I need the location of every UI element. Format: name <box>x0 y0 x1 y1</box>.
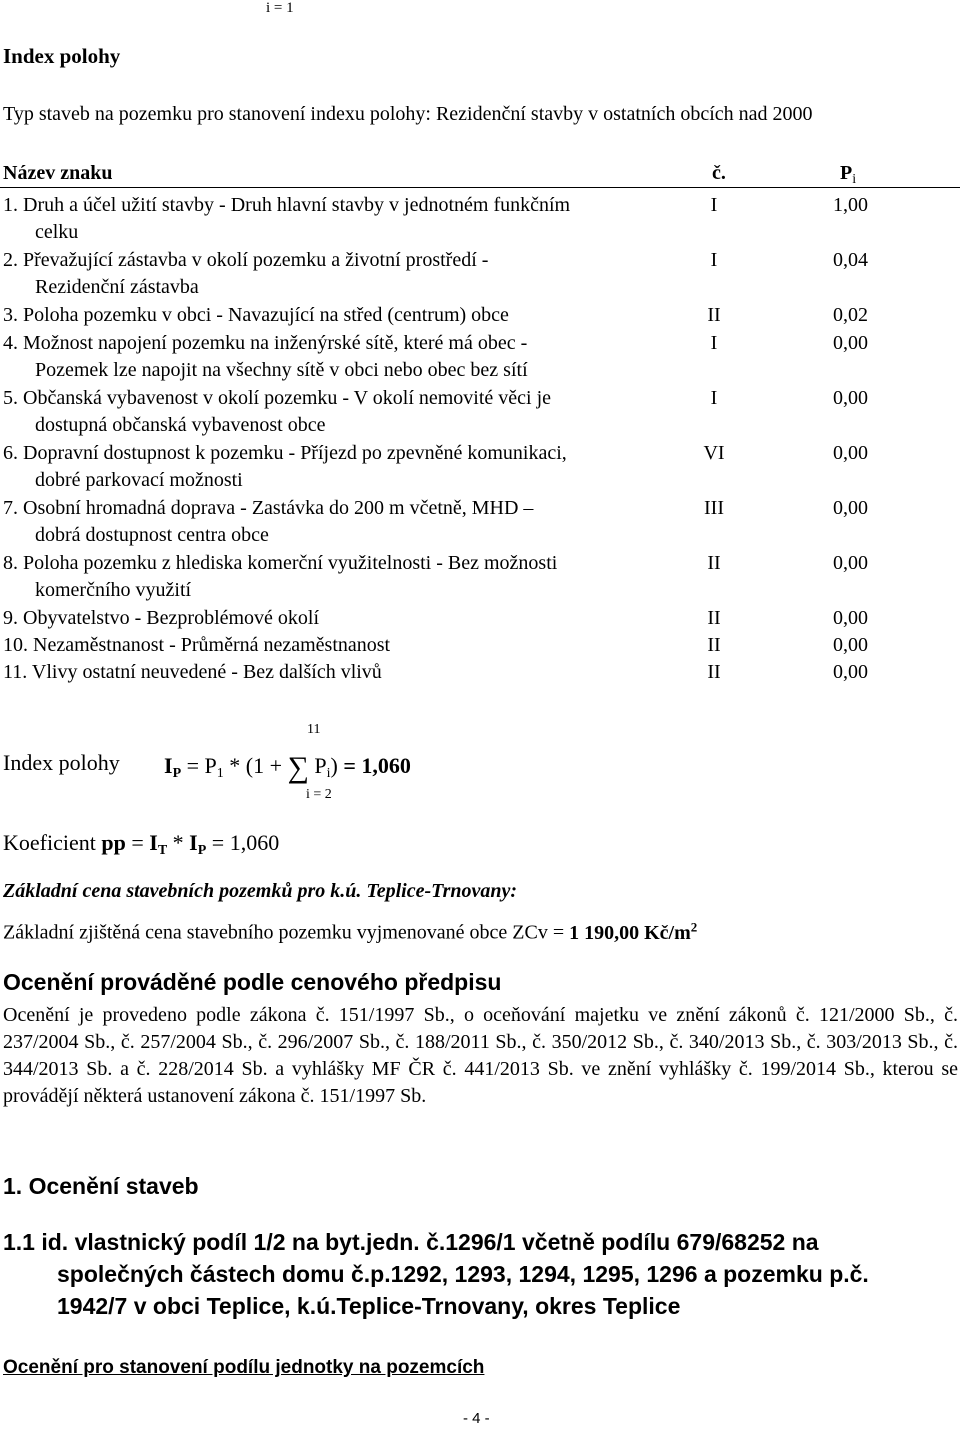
table-row-name <box>3 247 683 301</box>
table-row-value: 0,04 <box>833 249 868 271</box>
eq-p1: = P <box>186 753 217 778</box>
row-name-line1: 5. Občanská vybavenost v okolí pozemku - V okolí nemovité věci je <box>3 387 552 409</box>
page-number: - 4 - <box>463 1410 490 1427</box>
table-row-name <box>3 605 683 632</box>
table-row-value: 0,00 <box>833 442 868 464</box>
table-row-class: I <box>710 332 718 354</box>
p-symbol: P <box>840 162 853 184</box>
zakladni-cena-line <box>3 919 697 945</box>
table-row-name <box>3 192 683 246</box>
table-row-class: II <box>707 634 721 656</box>
koef-star: * <box>167 830 190 855</box>
table-row-value: 0,00 <box>833 332 868 354</box>
koeficient-line <box>3 830 279 859</box>
page-title: Index polohy <box>3 44 121 68</box>
it-t: T <box>157 843 168 858</box>
close-paren: ) <box>330 753 338 778</box>
table-row-class: II <box>707 661 721 683</box>
table-header-class: č. <box>712 162 726 184</box>
table-row-class: III <box>704 497 724 519</box>
row-name-line1: 11. Vlivy ostatní neuvedené - Bez dalších vlivů <box>3 661 382 683</box>
sum-lower-limit: i = 2 <box>306 787 332 802</box>
ip-i2: I <box>189 830 198 855</box>
table-row-value: 0,00 <box>833 387 868 409</box>
subsection-heading-line1: 1.1 id. vlastnický podíl 1/2 na byt.jedn. č.1296/1 včetně podílu 679/68252 na <box>3 1229 819 1255</box>
table-row-class: I <box>710 249 718 271</box>
table-row-value: 0,00 <box>833 497 868 519</box>
section-1-heading: 1. Ocenění staveb <box>3 1173 199 1199</box>
row-name-line1: 10. Nezaměstnanost - Průměrná nezaměstnanost <box>3 634 391 656</box>
zakladni-cena-sup: 2 <box>690 919 698 934</box>
table-row-name <box>3 330 683 384</box>
row-name-line1: 2. Převažující zástavba v okolí pozemku a životní prostředí - <box>3 249 489 271</box>
subsection-heading-line2: společných částech domu č.p.1292, 1293, 1294, 1295, 1296 a pozemku p.č. <box>57 1261 869 1287</box>
table-row-value: 0,00 <box>833 607 868 629</box>
table-row-name <box>3 302 683 329</box>
subsection-heading-line3: 1942/7 v obci Teplice, k.ú.Teplice-Trnovany, okres Teplice <box>57 1293 681 1319</box>
ip-p: P <box>172 766 182 781</box>
pi-subscript: i <box>326 766 331 781</box>
row-name-line1: 7. Osobní hromadná doprava - Zastávka do 200 m včetně, MHD – <box>3 497 534 519</box>
formula-mid: * (1 + <box>229 753 283 778</box>
pp-symbol: pp <box>101 830 126 855</box>
ip-i: I <box>164 753 173 778</box>
table-row-class: VI <box>703 442 725 464</box>
table-header-value <box>840 162 856 188</box>
formula-result: = 1,060 <box>343 753 411 778</box>
oceneni-heading: Ocenění prováděné podle cenového předpisu <box>3 969 502 995</box>
formula-label: Index polohy <box>3 750 120 775</box>
p1-subscript: 1 <box>216 766 224 781</box>
pi-symbol: P <box>314 753 327 778</box>
table-row-value: 0,00 <box>833 634 868 656</box>
table-row-class: I <box>710 387 718 409</box>
row-name-line1: 3. Poloha pozemku v obci - Navazující na střed (centrum) obce <box>3 304 509 326</box>
row-name-line1: 6. Dopravní dostupnost k pozemku - Příjezd po zpevněné komunikaci, <box>3 442 567 464</box>
table-row-value: 1,00 <box>833 194 868 216</box>
koeficient-label: Koeficient <box>3 830 102 855</box>
table-row-value: 0,00 <box>833 661 868 683</box>
zakladni-cena-heading: Základní cena stavebních pozemků pro k.ú. Teplice-Trnovany: <box>3 880 518 902</box>
row-name-line1: 4. Možnost napojení pozemku na inženýrské sítě, které má obec - <box>3 332 528 354</box>
table-row-value: 0,00 <box>833 552 868 574</box>
table-row-class: II <box>707 552 721 574</box>
row-name-line2: dostupná občanská vybavenost obce <box>35 414 326 436</box>
sum-upper-limit: 11 <box>307 722 321 737</box>
underlined-heading: Ocenění pro stanovení podílu jednotky na pozemcích <box>3 1357 485 1378</box>
row-name-line1: 8. Poloha pozemku z hlediska komerční využitelnosti - Bez možnosti <box>3 552 558 574</box>
koef-eq: = <box>125 830 150 855</box>
it-i: I <box>149 830 158 855</box>
p-subscript: i <box>852 172 857 187</box>
row-name-line1: 1. Druh a účel užití stavby - Druh hlavní stavby v jednotném funkčním <box>3 194 571 216</box>
top-index-label: i = 1 <box>266 0 294 16</box>
table-row-class: I <box>710 194 718 216</box>
subtitle: Typ staveb na pozemku pro stanovení indexu polohy: Rezidenční stavby v ostatních obcích nad 2000 <box>3 103 813 125</box>
sum-sign: ∑ <box>287 751 309 784</box>
table-row-name <box>3 632 683 659</box>
row-name-line2: dobrá dostupnost centra obce <box>35 524 269 546</box>
row-name-line2: dobré parkovací možnosti <box>35 469 243 491</box>
row-name-line2: celku <box>35 221 79 243</box>
table-row-name <box>3 550 683 604</box>
table-row-name <box>3 659 683 686</box>
koef-result: = 1,060 <box>206 830 280 855</box>
table-row-value: 0,02 <box>833 304 868 326</box>
row-name-line2: Rezidenční zástavba <box>35 276 199 298</box>
row-name-line2: komerčního využití <box>35 579 192 601</box>
table-row-name <box>3 495 683 549</box>
table-row-class: II <box>707 304 721 326</box>
zakladni-cena-value: 1 190,00 Kč/m <box>569 921 691 944</box>
formula-expression <box>164 750 411 786</box>
row-name-line1: 9. Obyvatelstvo - Bezproblémové okolí <box>3 607 320 629</box>
table-row-name <box>3 385 683 439</box>
oceneni-paragraph: Ocenění je provedeno podle zákona č. 151/1997 Sb., o oceňování majetku ve znění zákonů č. 121/2000 Sb., č. 237/2004 Sb., č. 257/2004 Sb., č. 296/2007 Sb., č. 188/2011 Sb., č. 350/2012 Sb., č. 340/2013 Sb., č. 303/2013 Sb., č. 344/2013 Sb. a č. 228/2014 Sb. a vyhlášky MF ČR č. 441/2013 Sb. ve znění vyhlášky č. 199/2014 Sb., kterou se provádějí některá ustanovení zákona č. 151/1997 Sb. <box>3 1004 958 1107</box>
ip-p2: P <box>197 843 207 858</box>
table-header-rule <box>0 187 960 188</box>
table-row-name <box>3 440 683 494</box>
row-name-line2: Pozemek lze napojit na všechny sítě v obci nebo obec bez sítí <box>35 359 528 381</box>
zakladni-cena-text: Základní zjištěná cena stavebního pozemku vyjmenované obce ZCv = <box>3 921 570 944</box>
table-row-class: II <box>707 607 721 629</box>
table-header-name: Název znaku <box>3 162 113 184</box>
